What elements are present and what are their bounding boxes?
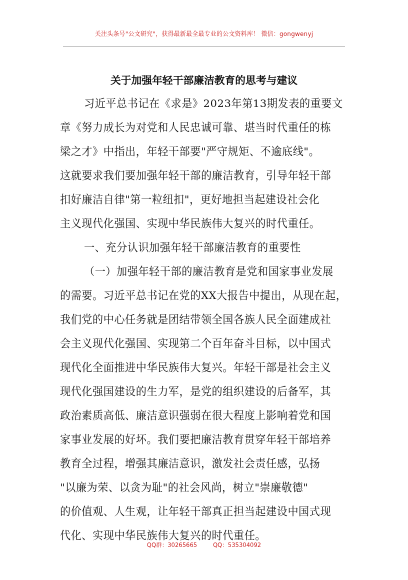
- page-header: [0, 0, 408, 46]
- body-line: 章《努力成长为对党和人民忠诚可靠、堪当时代重任的栋: [60, 122, 332, 134]
- body-line: 政治素质高低、廉洁意识强弱在很大程度上影响着党和国: [60, 410, 332, 422]
- body-line: 扣好廉洁自律"第一粒纽扣"，更好地担当起建设社会化: [60, 194, 320, 206]
- body-line: 我们党的中心任务就是团结带领全国各族人民全面建成社: [60, 314, 332, 326]
- body-line: 会主义现代化强国、实现第二个百年奋斗目标，以中国式: [60, 338, 332, 350]
- body-line: 习近平总书记在《求是》2023年第13期发表的重要文: [84, 98, 343, 110]
- body-line: "以廉为荣、以贪为耻"的社会风尚，树立"崇廉敬德": [60, 482, 309, 494]
- footer-qq-group: QQ群：30265665: [146, 543, 198, 549]
- body-line: 梁之才》中指出，年轻干部要"严守规矩、不逾底线"。: [60, 146, 320, 158]
- header-divider: [63, 46, 345, 47]
- body-line: 代化、实现中华民族伟大复兴的时代重任。: [60, 530, 267, 542]
- body-line: 现代化强国建设的生力军，是党的组织建设的后备军，其: [60, 386, 332, 398]
- body-line: 家事业发展的好坏。我们要把廉洁教育贯穿年轻干部培养: [60, 434, 332, 446]
- body-line: 的价值观、人生观，让年轻干部真正担当起建设中国式现: [60, 506, 332, 518]
- page-footer: [0, 540, 408, 549]
- body-line: 这就要求我们要加强年轻干部的廉洁教育，引导年轻干部: [60, 170, 332, 182]
- body-line: 主义现代化强国、实现中华民族伟大复兴的时代重任。: [60, 218, 321, 230]
- body-line: （一）加强年轻干部的廉洁教育是党和国家事业发展: [84, 266, 334, 278]
- body-line: 教育全过程，增强其廉洁意识，激发社会责任感，弘扬: [60, 458, 321, 470]
- header-notice: 关注头条号"公文研究"，获得最新最全最专业的公文资料库！ 微信：gongwenyj: [94, 31, 314, 38]
- document-title: 关于加强年轻干部廉洁教育的思考与建议: [110, 75, 298, 87]
- body-line: 的需要。习近平总书记在党的XX大报告中提出，从现在起，: [60, 290, 347, 302]
- body-line: 现代化全面推进中华民族伟大复兴。年轻干部是社会主义: [60, 362, 332, 374]
- footer-qq: QQ：535304092: [212, 543, 262, 549]
- section-heading: 一、充分认识加强年轻干部廉洁教育的重要性: [84, 242, 301, 254]
